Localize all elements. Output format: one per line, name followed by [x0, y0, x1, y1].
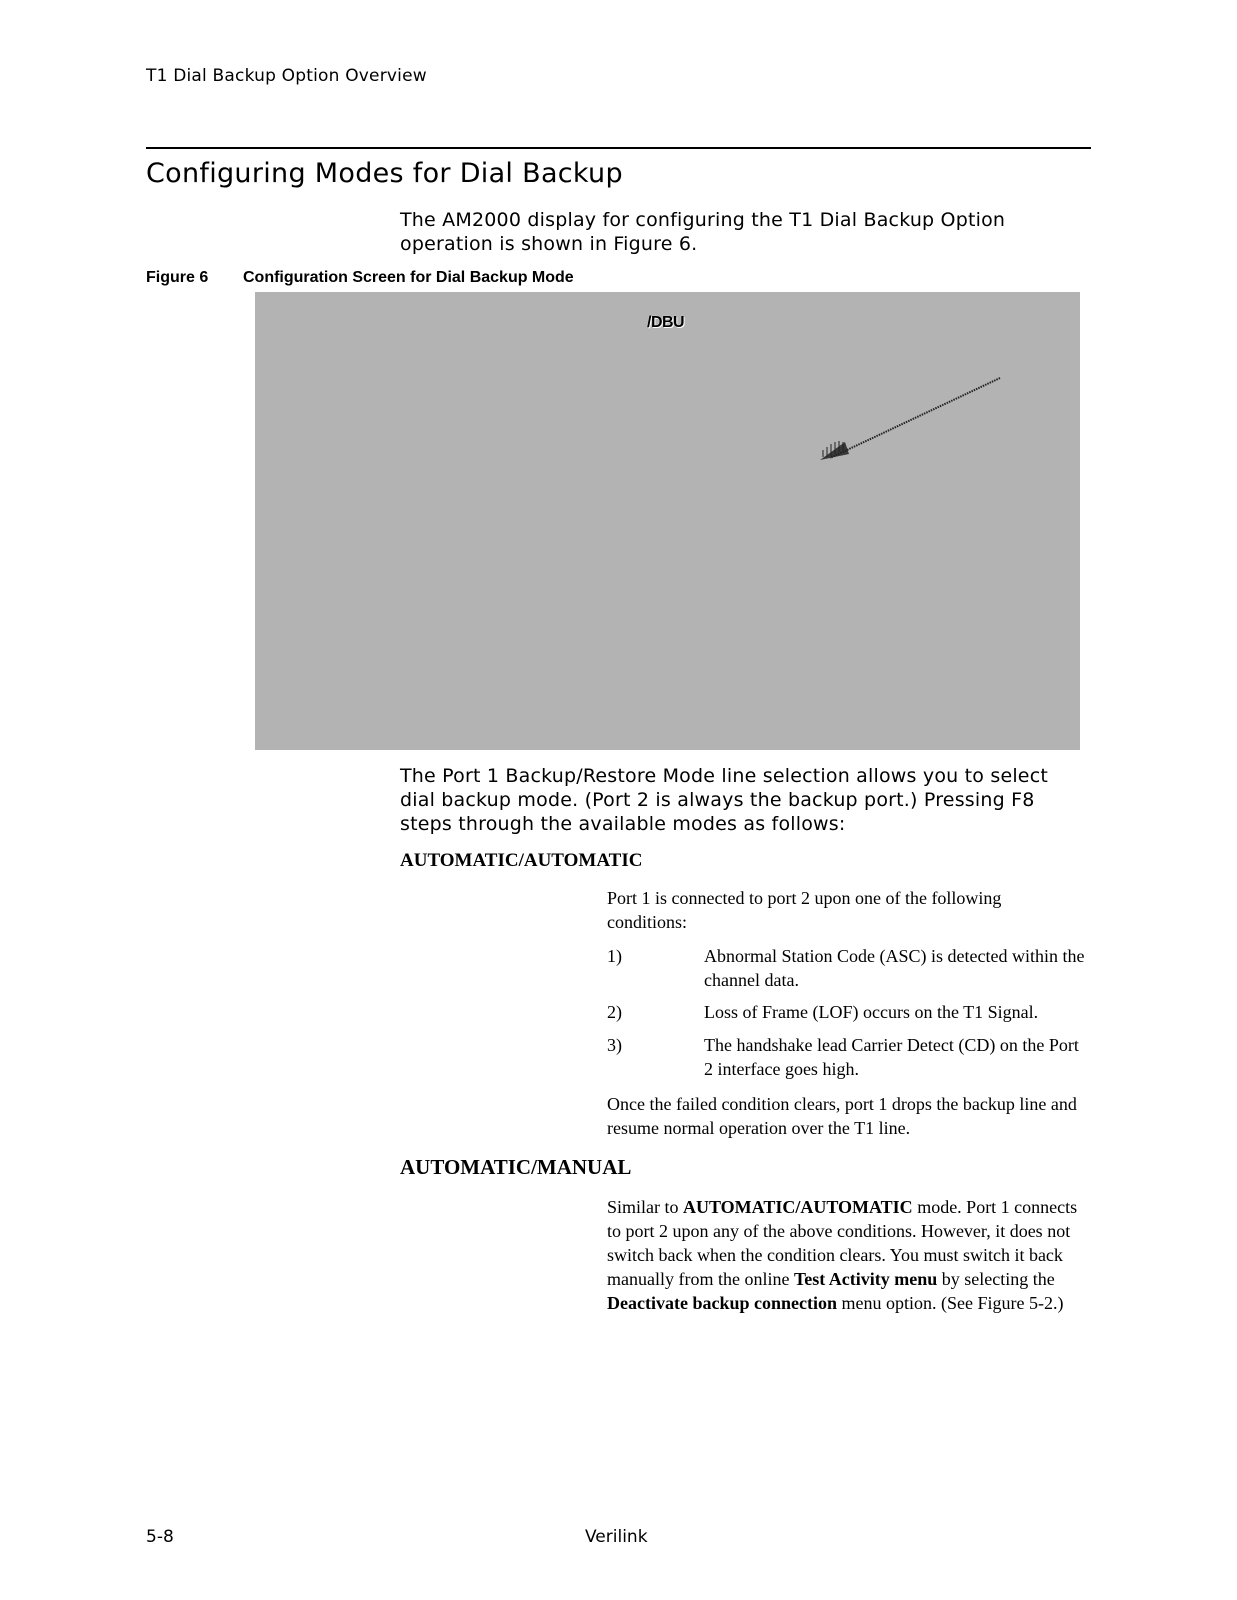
mode-line-lead: The Port 1 Backup/Restore Mode	[400, 765, 716, 787]
condition-text: Loss of Frame (LOF) occurs on the T1 Signal.	[704, 1002, 1039, 1022]
condition-text: The handshake lead Carrier Detect (CD) on the Port 2 interface goes high.	[704, 1035, 1079, 1079]
footer-company: Verilink	[585, 1527, 648, 1547]
desc-text: by selecting the	[937, 1269, 1055, 1289]
mode-heading-automatic-manual: AUTOMATIC/MANUAL	[400, 1155, 632, 1179]
footer-page-number: 5-8	[146, 1527, 174, 1547]
screen-title: /DBU	[647, 314, 685, 331]
figure-caption	[146, 269, 574, 287]
automatic-manual-description	[607, 1195, 1092, 1315]
desc-text: menu option. (See Figure 5-2.)	[836, 1293, 1064, 1313]
desc-text: mode. Port 1 connects to port 2 upon any of the above conditions. However, it does not switch back when the condition clears. You must switch it back manually from the online	[607, 1197, 1078, 1289]
mode-heading-automatic-automatic: AUTOMATIC/AUTOMATIC	[400, 850, 643, 871]
mode-line-rest: line selection allows you to select dial backup mode. (Port 2 is always the backup port.) Pressing F8 steps through the available modes as follows:	[400, 765, 1048, 835]
desc-text: Similar to	[607, 1197, 683, 1217]
desc-bold-menu: Test Activity menu	[793, 1269, 938, 1289]
condition-number: 2)	[607, 1002, 622, 1022]
running-header: T1 Dial Backup Option Overview	[146, 66, 427, 86]
section-title: Configuring Modes for Dial Backup	[146, 158, 623, 189]
mode-after-text: Once the failed condition clears, port 1 drops the backup line and resume normal operation over the T1 line.	[607, 1094, 1077, 1138]
condition-number: 1)	[607, 946, 622, 966]
intro-paragraph: The AM2000 display for configuring the T1 Dial Backup Option operation is shown in Figure 6.	[400, 209, 1006, 255]
mode-description: Port 1 is connected to port 2 upon one of the following conditions:	[607, 888, 1002, 932]
desc-bold-option: Deactivate backup connection	[607, 1293, 837, 1313]
figure-number: Figure 6	[146, 269, 209, 286]
condition-number: 3)	[607, 1035, 622, 1055]
pointer-arrow-icon	[255, 292, 1080, 750]
configuration-screen-figure	[255, 292, 1080, 750]
header-rule	[146, 147, 1091, 149]
mode-selection-paragraph	[400, 764, 1080, 836]
condition-text: Abnormal Station Code (ASC) is detected within the channel data.	[704, 946, 1085, 990]
desc-bold-mode: AUTOMATIC/AUTOMATIC	[683, 1197, 913, 1217]
figure-caption-text: Configuration Screen for Dial Backup Mode	[243, 269, 574, 286]
